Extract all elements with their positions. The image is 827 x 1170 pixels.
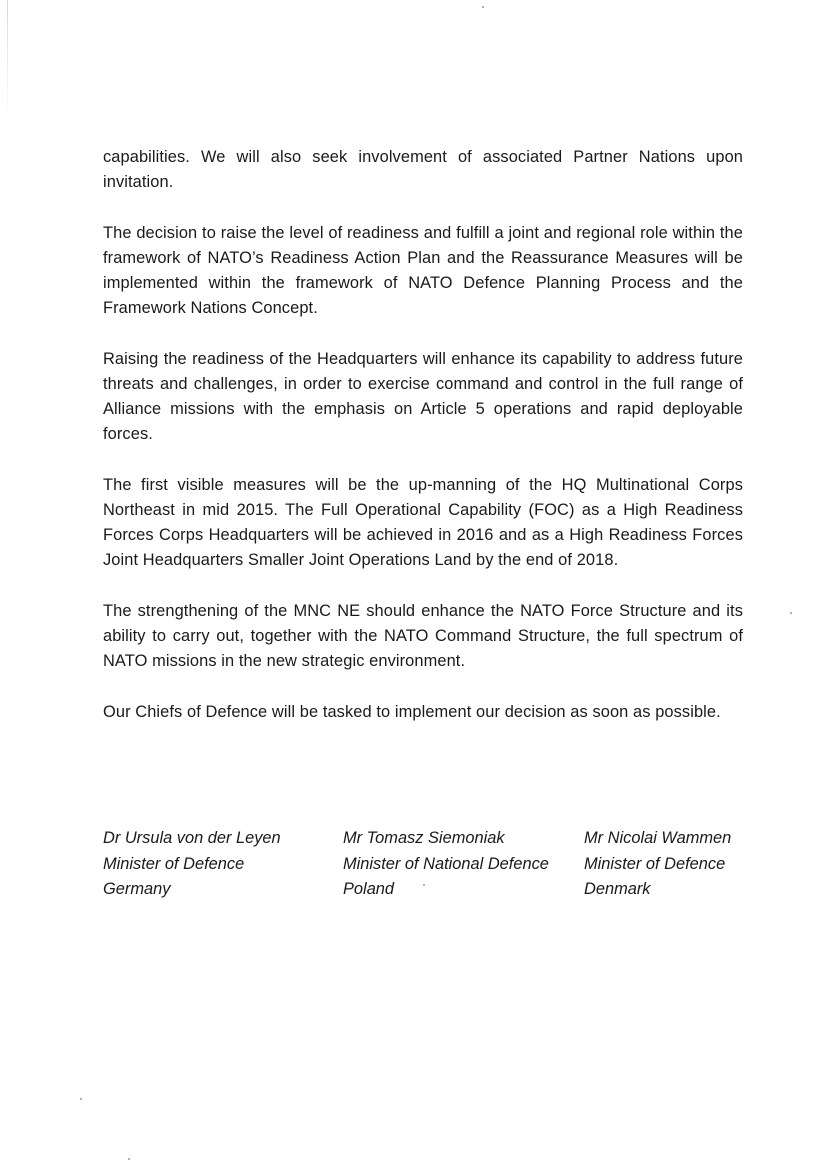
signatory-title: Minister of Defence [103,854,245,873]
scan-speck [128,1158,130,1160]
signatory-title: Minister of National Defence [343,854,549,873]
signatory-denmark [584,826,731,903]
scan-edge-line [7,0,8,120]
scan-speck [80,1098,82,1100]
signature-block [0,826,827,916]
signatory-country: Denmark [584,880,651,898]
signatory-germany [103,826,281,903]
paragraph-raising-readiness: Raising the readiness of the Headquarters will enhance its capability to address future threats and challenges, in order to exercise command and control in the full range of Alliance missions with the emphasis on Article 5 operations and rapid deployable forces. [103,350,743,443]
scan-speck [790,612,792,614]
signatory-name: Mr Tomasz Siemoniak [343,829,505,847]
signatory-country: Germany [103,880,171,898]
paragraph-strengthening: The strengthening of the MNC NE should enhance the NATO Force Structure and its ability to carry out, together with the NATO Command Structure, the full spectrum of NATO missions in the new strategic environment. [103,602,743,670]
signatory-country: Poland [343,880,395,898]
signatory-name: Mr Nicolai Wammen [584,829,732,847]
scan-speck [423,884,425,886]
letter-body [103,145,743,751]
signatory-name: Dr Ursula von der Leyen [103,829,281,847]
paragraph-chiefs-of-defence: Our Chiefs of Defence will be tasked to implement our decision as soon as possible. [103,703,721,721]
scan-speck [482,6,484,8]
paragraph-readiness-decision: The decision to raise the level of readiness and fulfill a joint and regional role within the framework of NATO’s Readiness Action Plan and the Reassurance Measures will be implemented within the framework of NATO Defence Planning Process and the Framework Nations Concept. [103,224,743,317]
signatory-title: Minister of Defence [584,854,726,873]
paragraph-capabilities: capabilities. We will also seek involvement of associated Partner Nations upon invitation. [103,148,743,191]
paragraph-first-measures: The first visible measures will be the up-manning of the HQ Multinational Corps Northeast in mid 2015. The Full Operational Capability (FOC) as a High Readiness Forces Corps Headquarters will be achieved in 2016 and as a High Readiness Forces Joint Headquarters Smaller Joint Operations Land by the end of 2018. [103,476,743,569]
signatory-poland [343,826,549,903]
